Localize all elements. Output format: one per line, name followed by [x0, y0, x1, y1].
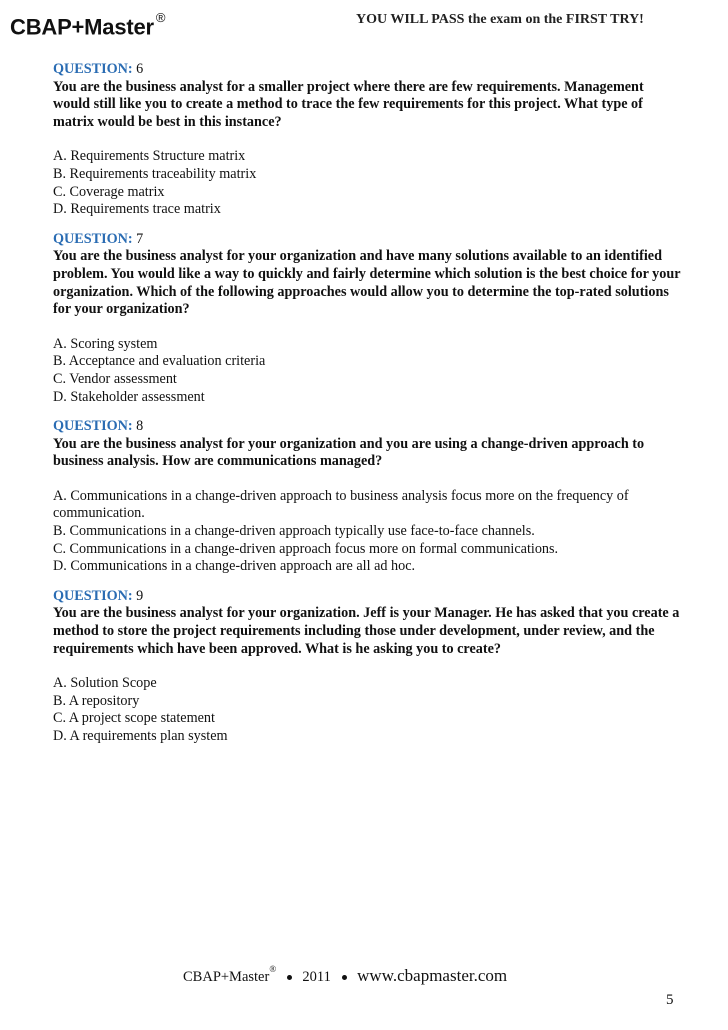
tagline: YOU WILL PASS the exam on the FIRST TRY! — [356, 12, 644, 27]
answer-option: B. Acceptance and evaluation criteria — [53, 353, 266, 370]
question-label: QUESTION: — [53, 587, 133, 604]
answer-option: C. Communications in a change-driven approach focus more on formal communications. — [53, 540, 559, 557]
footer-year: 2011 — [302, 969, 331, 985]
question-number: 7 — [136, 230, 144, 247]
question-text: You are the business analyst for your organization and you are using a change-driven approach to business analysis. How are communications managed? — [53, 435, 645, 470]
answer-option: B. Communications in a change-driven approach typically use face-to-face channels. — [53, 523, 535, 540]
footer-line — [183, 966, 507, 986]
answer-option: D. Communications in a change-driven approach are all ad hoc. — [53, 558, 416, 575]
question-6 — [53, 61, 683, 219]
bullet-icon — [342, 975, 347, 980]
answer-option: C. Vendor assessment — [53, 370, 177, 387]
bullet-icon — [287, 975, 292, 980]
answer-option: D. A requirements plan system — [53, 728, 228, 744]
answer-option: C. Coverage matrix — [53, 183, 165, 200]
answer-option: D. Stakeholder assessment — [53, 388, 205, 405]
answer-option: C. A project scope statement — [53, 710, 215, 727]
question-number: 8 — [136, 418, 144, 435]
answer-option: D. Requirements trace matrix — [53, 201, 221, 218]
question-text: You are the business analyst for a smaller project where there are few requirements. Management would still like you to create a method to trace the few requirements for this project. What type of matrix would be best in this instance? — [53, 78, 644, 130]
question-number: 6 — [136, 61, 144, 77]
page-header — [0, 0, 728, 40]
answer-option: A. Communications in a change-driven approach to business analysis focus more on the frequency of communication. — [53, 487, 629, 522]
question-9 — [53, 588, 683, 746]
answer-option: A. Solution Scope — [53, 675, 157, 692]
question-8 — [53, 418, 683, 576]
brand-logo — [10, 10, 166, 40]
question-list — [53, 61, 683, 758]
question-label: QUESTION: — [53, 230, 133, 247]
answer-option: A. Requirements Structure matrix — [53, 148, 246, 165]
question-label: QUESTION: — [53, 418, 133, 435]
registered-mark: ® — [269, 964, 277, 975]
footer-brand: CBAP+Master — [183, 969, 270, 985]
answer-option: B. A repository — [53, 692, 140, 709]
footer-url: www.cbapmaster.com — [357, 966, 508, 985]
question-number: 9 — [136, 587, 144, 604]
answer-option: A. Scoring system — [53, 335, 158, 352]
question-text: You are the business analyst for your organization and have many solutions available to an identified problem. You would like a way to quickly and fairly determine which solution is the best choice for your organization. Which of the following approaches would allow you to determine the top-rated solutions for your organization? — [53, 248, 681, 318]
question-7 — [53, 231, 683, 406]
page-number: 5 — [666, 992, 674, 1008]
question-text: You are the business analyst for your organization. Jeff is your Manager. He has asked that you create a method to store the project requirements including those under development, under review, and the requirements which have been approved. What is he asking you to create? — [53, 605, 680, 657]
registered-mark: ® — [155, 10, 166, 25]
brand-name: CBAP+Master — [10, 14, 154, 40]
question-label: QUESTION: — [53, 61, 133, 77]
answer-option: B. Requirements traceability matrix — [53, 165, 257, 182]
